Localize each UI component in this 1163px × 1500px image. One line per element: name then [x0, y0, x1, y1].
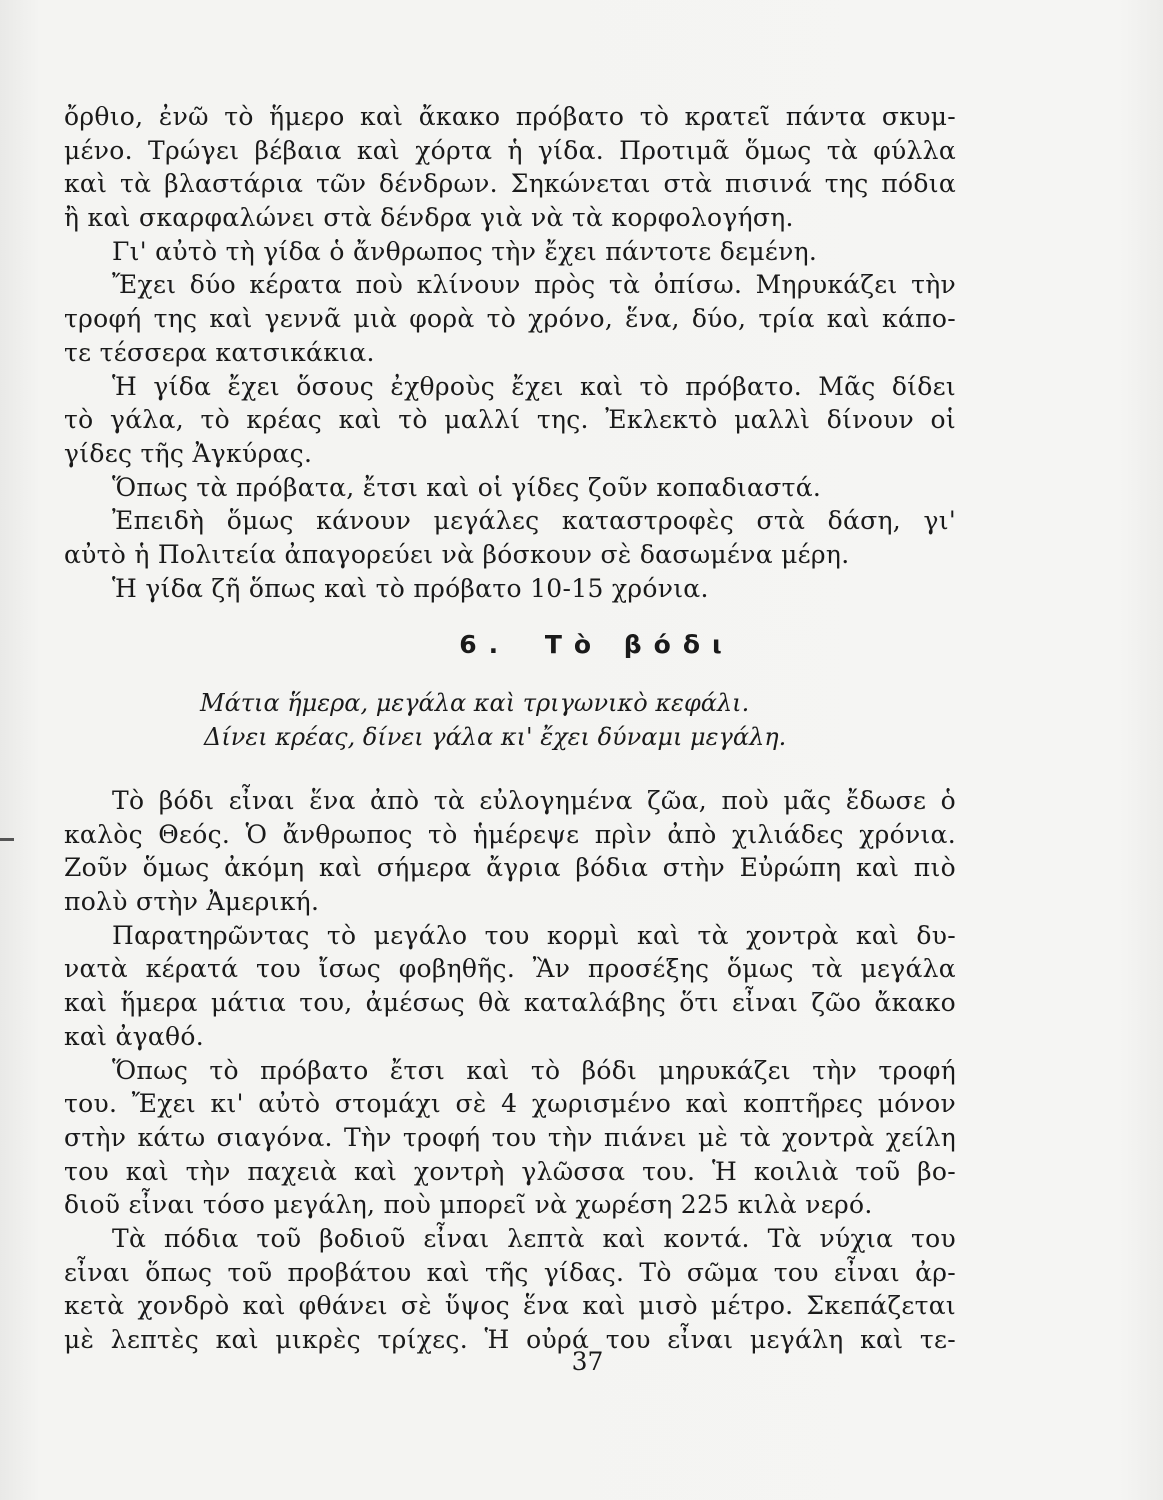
text-line: κετὰ χονδρὸ καὶ φθάνει σὲ ὕψος ἕνα καὶ μισὸ μέτρο. Σκεπάζεται: [64, 1291, 956, 1321]
text-line: νατὰ κέρατά του ἴσως φοβηθῆς. Ἂν προσέξης ὅμως τὰ μεγάλα: [64, 954, 956, 984]
text-line: Ὅπως τὸ πρόβατο ἔτσι καὶ τὸ βόδι μηρυκάζει τὴν τροφή: [112, 1055, 956, 1085]
verse-line: Δίνει κρέας, δίνει γάλα κι' ἔχει δύναμι μεγάλη.: [204, 723, 787, 751]
section-heading: [0, 630, 1163, 659]
text-line: Ἔχει δύο κέρατα ποὺ κλίνουν πρὸς τὰ ὀπίσω. Μηρυκάζει τὴν: [112, 270, 956, 300]
text-line: Παρατηρῶντας τὸ μεγάλο του κορμὶ καὶ τὰ χοντρὰ καὶ δυ-: [112, 920, 956, 950]
goat-section-text: [64, 100, 956, 605]
epigraph-verse: [200, 686, 900, 754]
text-line: τὸ γάλα, τὸ κρέας καὶ τὸ μαλλί της. Ἐκλεκτὸ μαλλὶ δίνουν οἱ: [64, 405, 956, 435]
text-line: καλὸς Θεός. Ὁ ἄνθρωπος τὸ ἡμέρεψε πρὶν ἀπὸ χιλιάδες χρόνια.: [64, 819, 956, 849]
text-line: γίδες τῆς Ἀγκύρας.: [64, 438, 313, 468]
text-line: πολὺ στὴν Ἀμερική.: [64, 887, 320, 917]
text-line: τε τέσσερα κατσικάκια.: [64, 337, 375, 367]
binding-mark: [0, 838, 14, 841]
text-line: του. Ἔχει κι' αὐτὸ στομάχι σὲ 4 χωρισμένο καὶ κοπτῆρες μόνον: [64, 1089, 956, 1119]
verse-line: Μάτια ἥμερα, μεγάλα καὶ τριγωνικὸ κεφάλι.: [200, 689, 750, 717]
text-line: Ζοῦν ὅμως ἀκόμη καὶ σήμερα ἄγρια βόδια στὴν Εὐρώπη καὶ πιὸ: [64, 853, 956, 883]
text-line: Τὸ βόδι εἶναι ἕνα ἀπὸ τὰ εὐλογημένα ζῶα, ποὺ μᾶς ἔδωσε ὁ: [112, 786, 956, 815]
text-line: Τὰ πόδια τοῦ βοδιοῦ εἶναι λεπτὰ καὶ κοντά. Τὰ νύχια του: [112, 1223, 956, 1253]
text-line: ὄρθιο, ἐνῶ τὸ ἥμερο καὶ ἄκακο πρόβατο τὸ κρατεῖ πάντα σκυμ-: [64, 102, 956, 131]
text-line: καὶ τὰ βλαστάρια τῶν δένδρων. Σηκώνεται στὰ πισινά της πόδια: [64, 169, 956, 199]
text-line: Γι' αὐτὸ τὴ γίδα ὁ ἄνθρωπος τὴν ἔχει πάντοτε δεμένη.: [112, 236, 818, 266]
text-line: μένο. Τρώγει βέβαια καὶ χόρτα ἡ γίδα. Προτιμᾶ ὅμως τὰ φύλλα: [64, 135, 956, 165]
text-line: αὐτὸ ἡ Πολιτεία ἀπαγορεύει νὰ βόσκουν σὲ δασωμένα μέρη.: [64, 539, 850, 569]
text-line: ἢ καὶ σκαρφαλώνει στὰ δένδρα γιὰ νὰ τὰ κορφολογήση.: [64, 203, 794, 233]
text-line: Ἡ γίδα ζῆ ὅπως καὶ τὸ πρόβατο 10-15 χρόνια.: [112, 573, 709, 603]
page-number: 37: [571, 1347, 604, 1376]
text-line: στὴν κάτω σιαγόνα. Τὴν τροφή του τὴν πιάνει μὲ τὰ χοντρὰ χείλη: [64, 1122, 956, 1152]
text-line: του καὶ τὴν παχειὰ καὶ χοντρὴ γλῶσσα του. Ἡ κοιλιὰ τοῦ βο-: [64, 1156, 956, 1186]
section-title: Τὸ βόδι: [544, 630, 734, 659]
text-line: Ὅπως τὰ πρόβατα, ἔτσι καὶ οἱ γίδες ζοῦν κοπαδιαστά.: [112, 472, 822, 502]
text-line: καὶ ἀγαθό.: [64, 1021, 205, 1051]
text-line: εἶναι ὅπως τοῦ προβάτου καὶ τῆς γίδας. Τὸ σῶμα του εἶναι ἀρ-: [64, 1257, 956, 1287]
text-line: μὲ λεπτὲς καὶ μικρὲς τρίχες. Ἡ οὐρά του εἶναι μεγάλη καὶ τε-: [64, 1325, 956, 1354]
section-number: 6.: [459, 630, 511, 659]
ox-section-text: [64, 784, 956, 1357]
text-line: τροφή της καὶ γεννᾶ μιὰ φορὰ τὸ χρόνο, ἕνα, δύο, τρία καὶ κάπο-: [64, 304, 956, 334]
text-line: Ἐπειδὴ ὅμως κάνουν μεγάλες καταστροφὲς στὰ δάση, γι': [112, 506, 956, 536]
text-line: διοῦ εἶναι τόσο μεγάλη, ποὺ μπορεῖ νὰ χωρέση 225 κιλὰ νερό.: [64, 1190, 873, 1220]
text-line: Ἡ γίδα ἔχει ὅσους ἐχθροὺς ἔχει καὶ τὸ πρόβατο. Μᾶς δίδει: [112, 371, 956, 401]
text-line: καὶ ἥμερα μάτια του, ἀμέσως θὰ καταλάβης ὅτι εἶναι ζῶο ἄκακο: [64, 988, 956, 1018]
